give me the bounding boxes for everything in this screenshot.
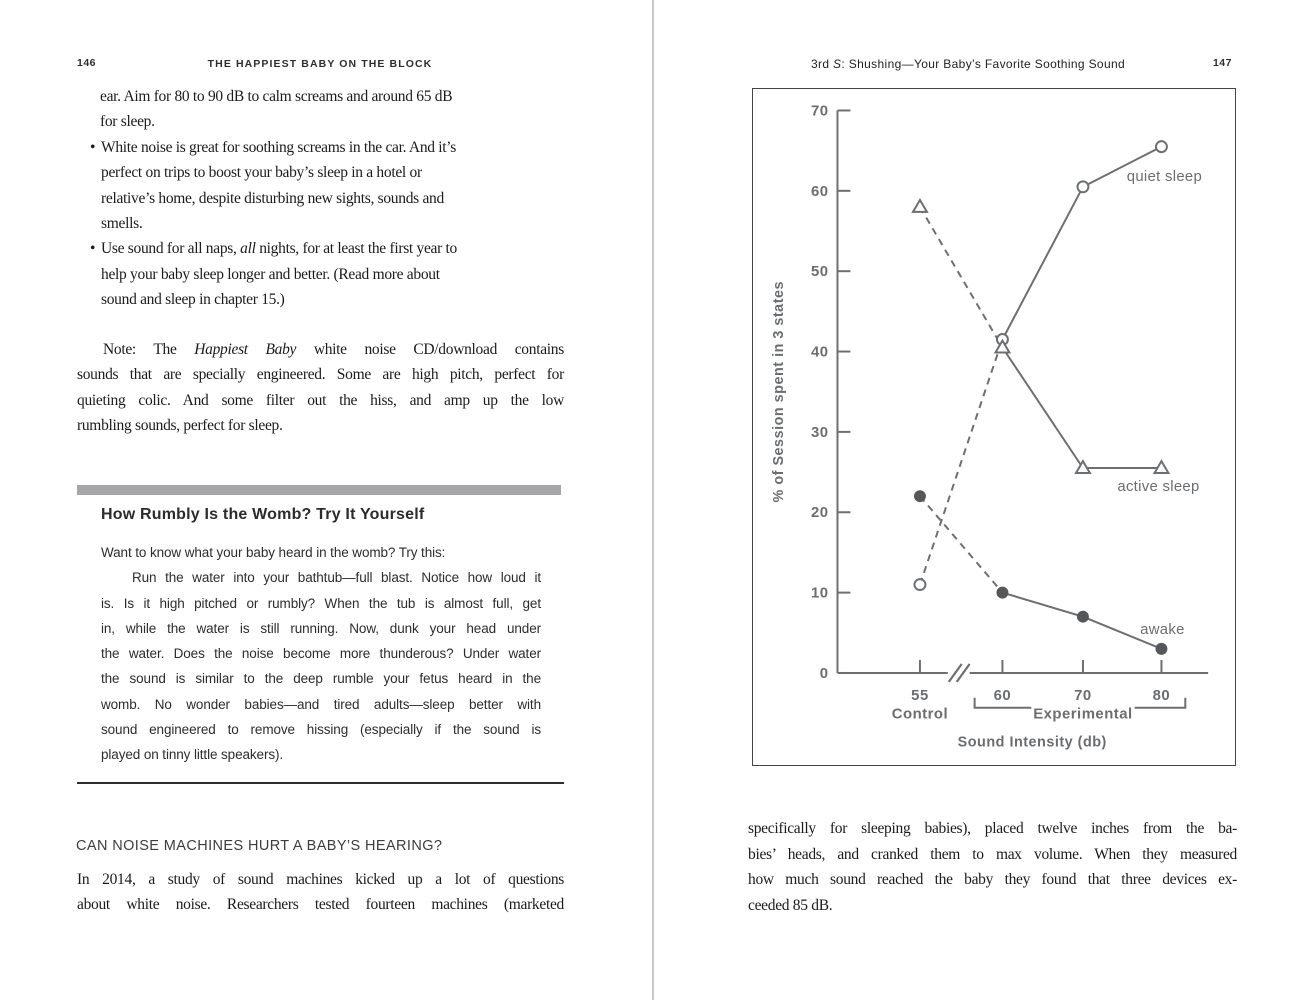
text-line	[101, 540, 541, 565]
y-tick-label: 60	[810, 183, 829, 200]
text-line	[101, 666, 541, 691]
y-tick-label: 30	[810, 424, 829, 441]
text-line	[101, 692, 541, 717]
y-tick-label: 20	[810, 505, 829, 522]
sidebar-bottom-rule	[77, 782, 564, 784]
section-paragraph	[77, 867, 564, 918]
text-line	[77, 362, 564, 387]
sidebar-top-bar	[77, 485, 561, 495]
text-line	[748, 816, 1237, 842]
sidebar-body	[101, 540, 541, 768]
text-segment: all	[240, 240, 256, 258]
series-dashed-segment-awake	[920, 496, 1002, 592]
x-tick-label: 60	[993, 687, 1012, 704]
text-line	[101, 742, 541, 767]
y-tick-label: 70	[810, 103, 829, 120]
text-line	[77, 337, 564, 362]
text-segment: nights, for at least the first year to	[255, 240, 458, 258]
text-segment: played on tinny little speakers).	[101, 747, 284, 763]
series-label-active-sleep: active sleep	[1117, 479, 1200, 496]
running-header-right	[748, 57, 1188, 71]
text-segment: the sound is similar to the deep rumble your fetus heard in the	[101, 671, 541, 687]
text-segment: Happiest Baby	[194, 341, 297, 358]
text-line	[77, 109, 547, 134]
series-dashed-segment-active-sleep	[920, 207, 1002, 348]
bullet-marker: •	[90, 138, 96, 156]
text-line	[748, 842, 1237, 868]
text-segment: is. Is it high pitched or rumbly? When the tub is almost full, get	[101, 595, 541, 611]
text-segment: 3rd	[810, 57, 834, 71]
text-segment: In 2014, a study of sound machines kicked up a lot of questions	[77, 871, 564, 888]
y-tick-label: 10	[810, 585, 829, 602]
data-point-awake	[996, 587, 1008, 599]
body-paragraph-right	[748, 816, 1237, 919]
text-line	[77, 388, 564, 413]
text-line	[101, 591, 541, 616]
text-segment: womb. No wonder babies—and tired adults—sleep better with	[101, 696, 541, 712]
text-segment: relative’s home, despite disturbing new sights, sounds and	[101, 189, 444, 207]
text-line	[101, 565, 541, 590]
text-segment: in, while the water is still running. Now, dunk your head under	[101, 620, 541, 636]
series-label-awake: awake	[1140, 622, 1185, 639]
text-segment: about white noise. Researchers tested fourteen machines (marketed	[77, 896, 564, 914]
text-segment: Want to know what your baby heard in the womb? Try this:	[101, 545, 446, 560]
text-line	[77, 160, 547, 185]
text-segment: help your baby sleep longer and better. (Read more about	[101, 265, 440, 283]
text-segment: white noise CD/download contains	[296, 341, 564, 358]
data-point-quiet-sleep	[1156, 141, 1167, 152]
text-line	[77, 867, 564, 892]
text-segment: ear. Aim for 80 to 90 dB to calm screams and around 65 dB	[100, 88, 453, 105]
text-segment: the water. Does the noise become more thunderous? Under water	[101, 646, 541, 662]
text-line	[77, 287, 547, 312]
text-line	[101, 616, 541, 641]
experimental-label: Experimental	[1033, 706, 1133, 723]
chart-svg	[753, 89, 1234, 764]
data-point-awake	[1155, 643, 1167, 655]
text-segment: sound and sleep in chapter 15.)	[101, 291, 285, 309]
text-segment: smells.	[101, 215, 143, 233]
running-header-left: THE HAPPIEST BABY ON THE BLOCK	[207, 58, 433, 70]
text-line	[77, 135, 547, 160]
text-line	[77, 84, 547, 109]
text-segment: sounds that are specially engineered. Some are high pitch, perfect for	[77, 366, 564, 384]
page-number-left: 146	[77, 57, 97, 69]
text-line	[77, 413, 564, 438]
data-point-awake	[1077, 611, 1089, 623]
control-label: Control	[891, 706, 949, 723]
text-line	[77, 262, 547, 287]
page-number-right: 147	[1212, 57, 1232, 69]
y-axis-title: % of Session spent in 3 states	[770, 280, 787, 503]
bullet-list	[77, 84, 547, 313]
chart-figure	[752, 88, 1236, 766]
note-paragraph	[77, 337, 564, 439]
x-axis-title: Sound Intensity (db)	[957, 734, 1107, 751]
text-segment: how much sound reached the baby they found that three devices ex-	[748, 871, 1237, 889]
text-line	[748, 893, 1237, 919]
text-segment: : Shushing—Your Baby’s Favorite Soothing Sound	[841, 57, 1126, 71]
series-dashed-segment-quiet-sleep	[920, 339, 1002, 584]
text-segment: ceeded 85 dB.	[748, 897, 833, 915]
text-line	[77, 211, 547, 236]
text-segment: White noise is great for soothing screams in the car. And it’s	[101, 138, 457, 156]
x-tick-label: 55	[911, 687, 929, 704]
text-segment: Run the water into your bathtub—full blast. Notice how loud it	[132, 570, 541, 586]
text-segment: rumbling sounds, perfect for sleep.	[77, 417, 283, 435]
x-tick-label: 70	[1074, 687, 1092, 704]
text-segment: S	[833, 57, 842, 71]
y-tick-label: 0	[819, 665, 829, 682]
bullet-marker: •	[90, 240, 96, 258]
series-label-quiet-sleep: quiet sleep	[1126, 169, 1203, 186]
section-heading: CAN NOISE MACHINES HURT A BABY’S HEARING?	[76, 838, 443, 854]
data-point-quiet-sleep	[914, 579, 925, 590]
text-line	[101, 717, 541, 742]
page-gutter-divider	[652, 0, 654, 1000]
y-tick-label: 40	[810, 344, 829, 361]
text-segment: for sleep.	[100, 113, 155, 131]
series-line-active-sleep	[1002, 348, 1161, 469]
x-tick-label: 80	[1152, 687, 1171, 704]
y-tick-label: 50	[810, 264, 829, 281]
text-segment: specifically for sleeping babies), placed twelve inches from the ba-	[748, 820, 1237, 837]
text-segment: perfect on trips to boost your baby’s sleep in a hotel or	[101, 164, 422, 182]
data-point-awake	[914, 490, 926, 502]
text-segment: Use sound for all naps,	[101, 240, 241, 258]
text-segment: bies’ heads, and cranked them to max volume. When they measured	[748, 845, 1237, 863]
text-line	[101, 641, 541, 666]
text-line	[77, 892, 564, 917]
text-line	[77, 186, 547, 211]
text-line	[77, 236, 547, 261]
text-segment: quieting colic. And some filter out the hiss, and amp up the low	[77, 391, 564, 409]
text-line	[748, 867, 1237, 893]
text-segment: sound engineered to remove hissing (especially if the sound is	[101, 722, 541, 738]
sidebar-title: How Rumbly Is the Womb? Try It Yourself	[101, 506, 425, 523]
data-point-active-sleep	[913, 200, 927, 212]
text-segment: Note: The	[103, 341, 195, 358]
data-point-quiet-sleep	[1077, 181, 1088, 192]
